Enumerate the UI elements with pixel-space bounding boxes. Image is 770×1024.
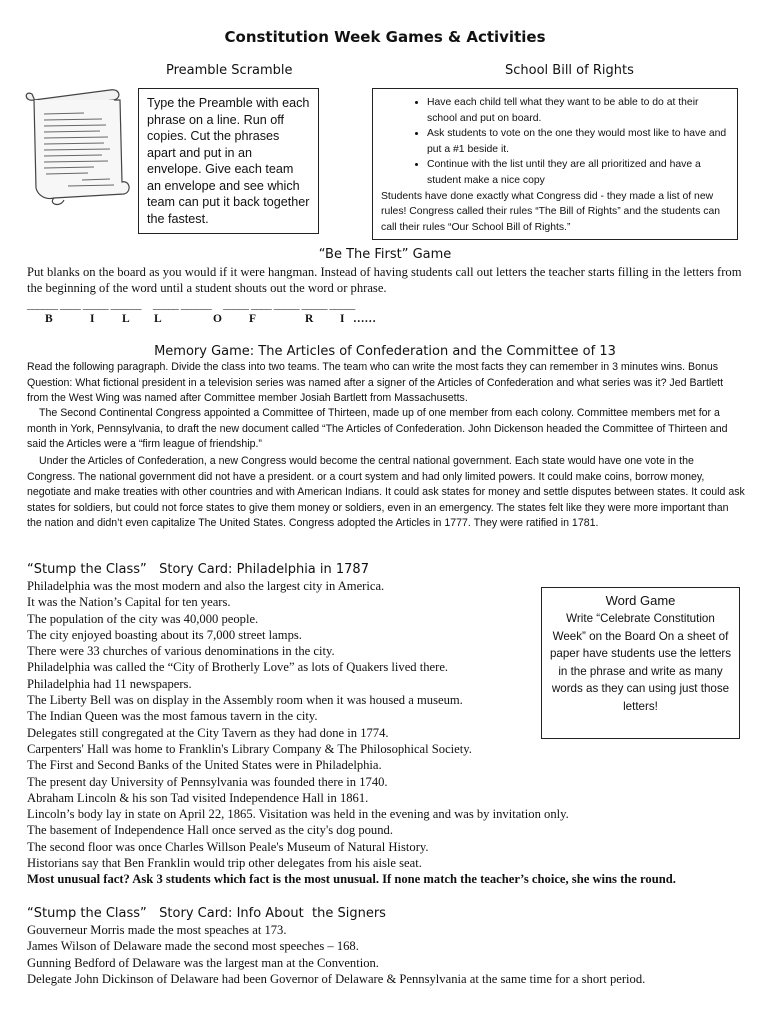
letter: R bbox=[305, 313, 314, 325]
bill-of-rights-list bbox=[381, 95, 729, 189]
list-item: The population of the city was 40,000 people. bbox=[27, 611, 259, 626]
letter: L bbox=[154, 313, 162, 325]
list-item: The Indian Queen was the most famous tavern in the city. bbox=[27, 709, 318, 724]
list-item: Delegate John Dickinson of Delaware had been Governor of Delaware & Pennsylvania at the same time for a short period. bbox=[27, 971, 646, 986]
bill-of-rights-box bbox=[372, 88, 738, 240]
letter: O bbox=[213, 313, 222, 325]
list-item: The First and Second Banks of the United States were in Philadelphia. bbox=[27, 758, 382, 773]
list-item: • Ask students to vote on the one they would most like to have and put a #1 beside it. bbox=[427, 126, 729, 157]
page-title: Constitution Week Games & Activities bbox=[224, 28, 546, 46]
list-item: It was the Nation’s Capital for ten years. bbox=[27, 595, 231, 610]
list-item: Philadelphia was called the “City of Brotherly Love” as lots of Quakers lived there. bbox=[27, 660, 449, 675]
stump-philadelphia-heading: “Stump the Class” Story Card: Philadelphia in 1787 bbox=[27, 562, 369, 577]
list-item: Historians say that Ben Franklin would trip other delegates from his aisle seat. bbox=[27, 856, 422, 871]
preamble-box bbox=[138, 88, 319, 234]
word-game-box bbox=[541, 587, 740, 739]
list-item: • Continue with the list until they are all prioritized and have a student make a nice copy bbox=[427, 157, 729, 188]
list-item: The basement of Independence Hall once served as the city's dog pound. bbox=[27, 823, 393, 838]
word-game-heading: Word Game bbox=[605, 593, 676, 608]
list-item: The city enjoyed boasting about its 7,000 street lamps. bbox=[27, 627, 302, 642]
letter: …… bbox=[353, 313, 376, 325]
preamble-heading: Preamble Scramble bbox=[166, 63, 293, 78]
letter: I bbox=[90, 313, 95, 325]
scroll-icon bbox=[24, 84, 132, 208]
memory-paragraph-1: The Second Continental Congress appointed a Committee of Thirteen, made up of one member from each colony. Committee members met for a month in York, Pennsylvania, to draft the new document called “The Articles of Confederation. John Dickenson headed the Committee of Thirteen and said the Articles were a “firm league of friendship.” bbox=[27, 407, 728, 451]
list-item: James Wilson of Delaware made the second most speeches – 168. bbox=[27, 939, 359, 954]
list-item: The present day University of Pennsylvania was founded there in 1740. bbox=[27, 774, 388, 789]
memory-intro: Read the following paragraph. Divide the class into two teams. The team who can write the most facts they can remember in 3 minutes wins. Bonus Question: What fictional president in a television series was named after a signer of the Articles of Confederation and what series was it? Jed Bartlett from the West Wing was named after Committee member Josiah Bartlett from Massachusetts. bbox=[27, 361, 724, 405]
hangman-letters bbox=[0, 313, 770, 329]
letter: I bbox=[340, 313, 345, 325]
be-first-text: Put blanks on the board as you would if it were hangman. Instead of having students call out letters the teacher starts filling in the letters from the beginning of the word until a student shouts out the word or phrase. bbox=[27, 265, 742, 296]
letter: L bbox=[122, 313, 130, 325]
list-item: • Have each child tell what they want to be able to do at their school and put on board. bbox=[427, 95, 729, 126]
letter: B bbox=[45, 313, 53, 325]
signers-facts bbox=[27, 922, 767, 987]
bill-of-rights-heading: School Bill of Rights bbox=[505, 63, 634, 78]
list-item: Gunning Bedford of Delaware was the largest man at the Convention. bbox=[27, 955, 379, 970]
memory-heading: Memory Game: The Articles of Confederation and the Committee of 13 bbox=[154, 344, 616, 359]
memory-paragraph-2: Under the Articles of Confederation, a new Congress would become the central national government. Each state would have one vote in the Congress. The national government did not have a president. or a court system and had only limited powers. It could make coins, borrow money, negotiate and make treaties with other countries and with American Indians. It could ask states for money and settle disputes between states. It could ask states for soldiers, but could not force states to give them money or soldiers, even in an emergency. The states felt like they were more important than the nation and didn’t even capitalize The United States. Congress adopted the Articles in 1777. They were ratified in 1781. bbox=[27, 455, 745, 530]
list-item: Gouverneur Morris made the most speaches at 173. bbox=[27, 923, 287, 937]
list-item: Abraham Lincoln & his son Tad visited Independence Hall in 1861. bbox=[27, 790, 369, 805]
list-item: The second floor was once Charles Willson Peale's Museum of Natural History. bbox=[27, 839, 429, 854]
list-item: Delegates still congregated at the City Tavern as they had done in 1774. bbox=[27, 725, 389, 740]
list-item: Philadelphia was the most modern and also the largest city in America. bbox=[27, 579, 385, 593]
hangman-blanks: ______ ____ _____ ______ _____ ______ _____ ____ _____ _____ _____ bbox=[27, 299, 355, 311]
list-item: Lincoln’s body lay in state on April 22, 1865. Visitation was held in the evening and was by invitation only. bbox=[27, 807, 569, 822]
preamble-text: Type the Preamble with each phrase on a line. Run off copies. Cut the phrases apart and put in an envelope. Give each team an envelope and see which team can put it back together the fastest. bbox=[147, 96, 310, 226]
list-item: Carpenters' Hall was home to Franklin's Library Company & The Philosophical Society. bbox=[27, 741, 472, 756]
closing-question: Most unusual fact? Ask 3 students which fact is the most unusual. If none match the teacher’s choice, she wins the round. bbox=[27, 872, 676, 887]
list-item: Philadelphia had 11 newspapers. bbox=[27, 676, 192, 691]
letter: F bbox=[249, 313, 257, 325]
word-game-text: Write “Celebrate Constitution Week” on the Board On a sheet of paper have students use the letters in the phrase and write as many words as they can using just those letters! bbox=[549, 612, 732, 713]
bill-of-rights-note: Students have done exactly what Congress did - they made a list of new rules! Congress called their rules “The Bill of Rights” and the students can call their rules “Our School Bill of Rights.” bbox=[381, 190, 721, 233]
list-item: There were 33 churches of various denominations in the city. bbox=[27, 644, 335, 659]
list-item: The Liberty Bell was on display in the Assembly room when it was housed a museum. bbox=[27, 693, 463, 708]
stump-signers-heading: “Stump the Class” Story Card: Info About the Signers bbox=[27, 906, 386, 921]
be-first-heading: “Be The First” Game bbox=[318, 247, 452, 262]
